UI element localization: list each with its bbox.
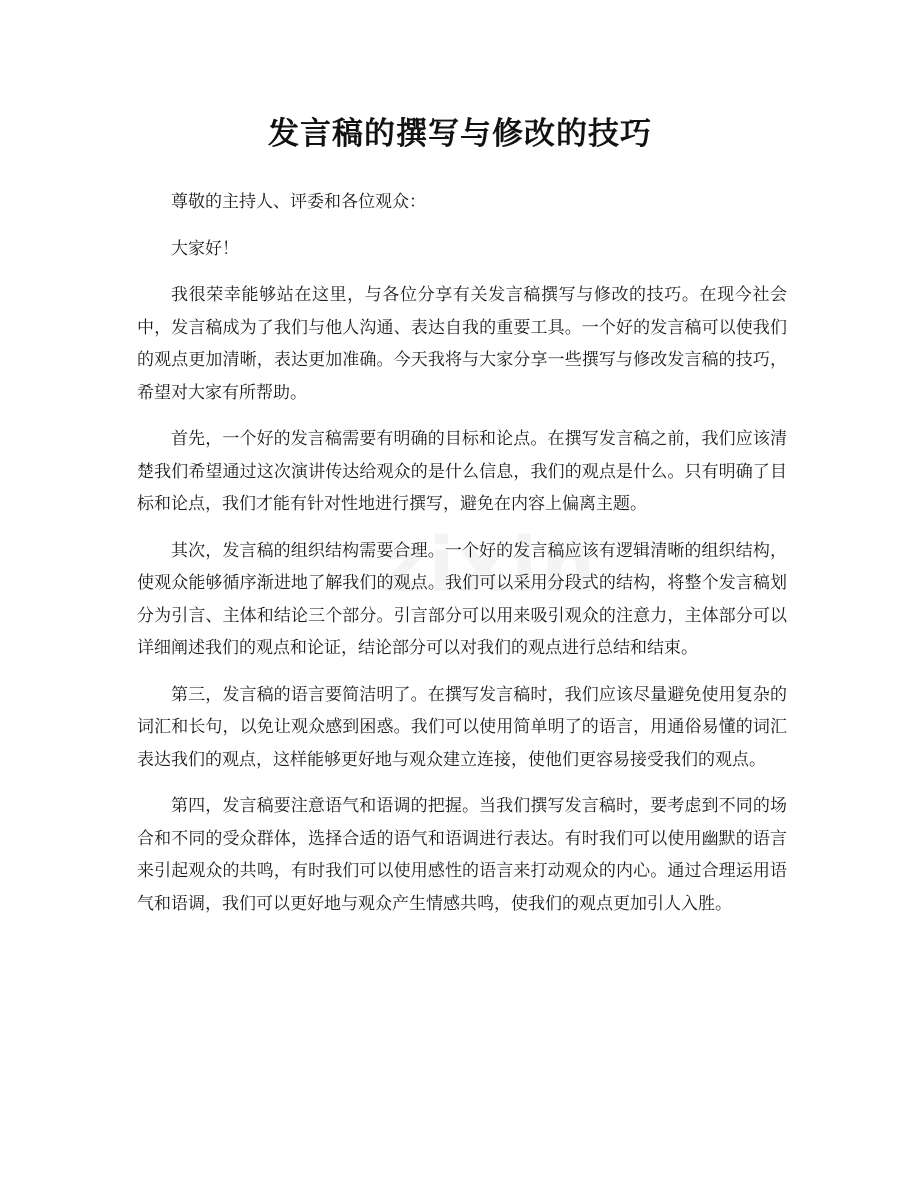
third-point-paragraph: 第三，发言稿的语言要简洁明了。在撰写发言稿时，我们应该尽量避免使用复杂的词汇和长句，以免让观众感到困惑。我们可以使用简单明了的语言，用通俗易懂的词汇表达我们的观点，这样能够更好地与观众建立连接，使他们更容易接受我们的观点。	[137, 684, 787, 770]
first-point-paragraph: 首先，一个好的发言稿需要有明确的目标和论点。在撰写发言稿之前，我们应该清楚我们希望通过这次演讲传达给观众的是什么信息，我们的观点是什么。只有明确了目标和论点，我们才能有针对性地进行撰写，避免在内容上偏离主题。	[137, 429, 787, 514]
salutation-paragraph: 尊敬的主持人、评委和各位观众：	[171, 192, 426, 212]
second-point-paragraph: 其次，发言稿的组织结构需要合理。一个好的发言稿应该有逻辑清晰的组织结构，使观众能够循序渐进地了解我们的观点。我们可以采用分段式的结构，将整个发言稿划分为引言、主体和结论三个部分。引言部分可以用来吸引观众的注意力，主体部分可以详细阐述我们的观点和论证，结论部分可以对我们的观点进行总结和结束。	[137, 540, 787, 658]
document-body	[137, 186, 787, 934]
document-title: 发言稿的撰写与修改的技巧	[268, 116, 652, 152]
fourth-point-paragraph: 第四，发言稿要注意语气和语调的把握。当我们撰写发言稿时，要考虑到不同的场合和不同的受众群体，选择合适的语气和语调进行表达。有时我们可以使用幽默的语言来引起观众的共鸣，有时我们可以使用感性的语言来打动观众的内心。通过合理运用语气和语调，我们可以更好地与观众产生情感共鸣，使我们的观点更加引人入胜。	[137, 796, 787, 914]
greeting-paragraph: 大家好！	[171, 238, 239, 259]
intro-paragraph: 我很荣幸能够站在这里，与各位分享有关发言稿撰写与修改的技巧。在现今社会中，发言稿成为了我们与他人沟通、表达自我的重要工具。一个好的发言稿可以使我们的观点更加清晰，表达更加准确。今天我将与大家分享一些撰写与修改发言稿的技巧，希望对大家有所帮助。	[137, 285, 787, 403]
